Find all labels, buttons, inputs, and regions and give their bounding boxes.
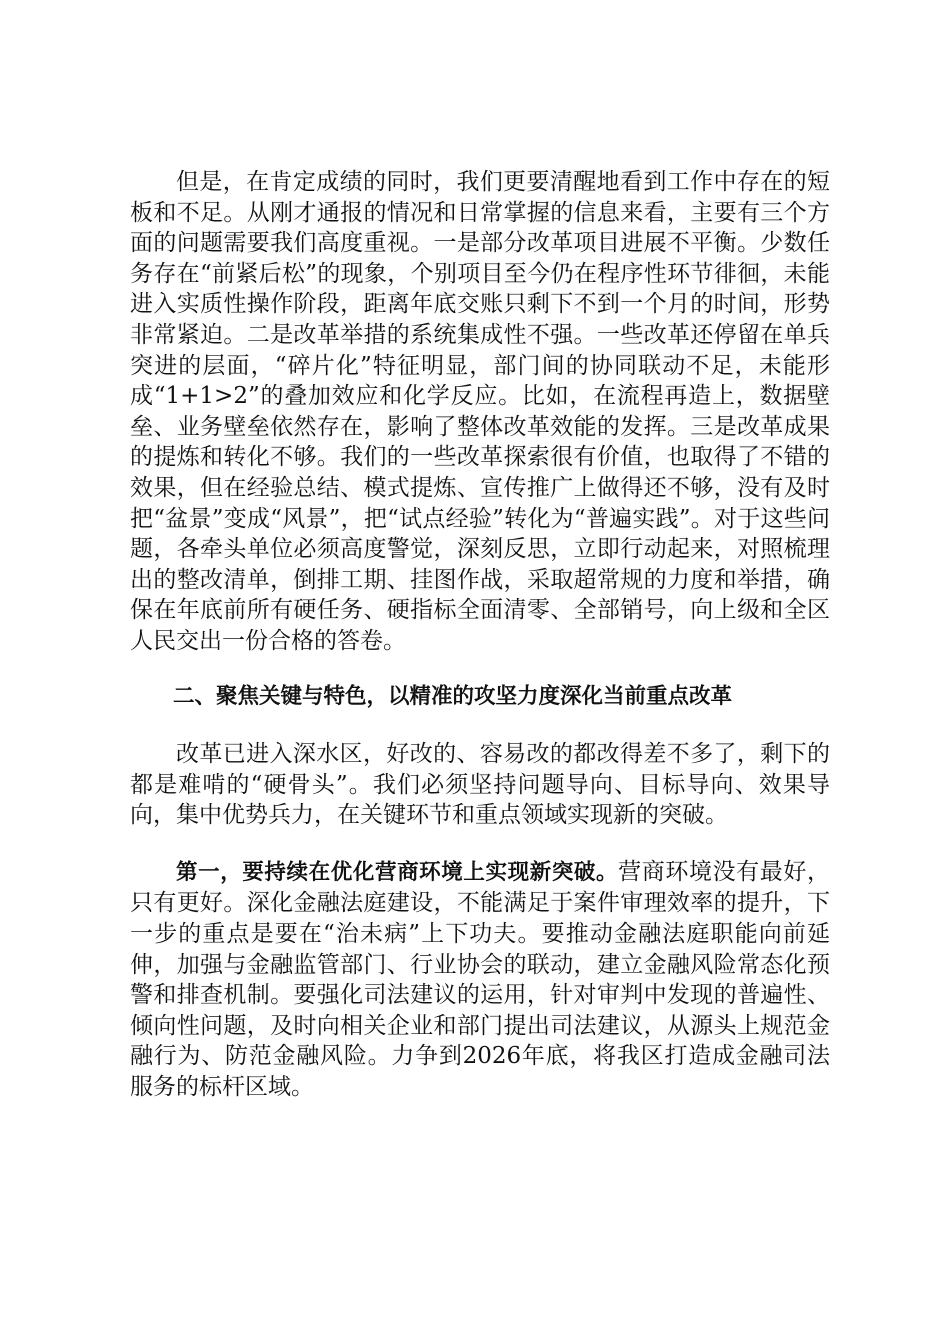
paragraph-business-environment <box>130 857 830 1103</box>
paragraph-body-text: 营商环境没有最好，只有更好。深化金融法庭建设，不能满足于案件审理效率的提升，下一步的重点是要在“治未病”上下功夫。要推动金融法庭职能向前延伸，加强与金融监管部门、行业协会的联动，建立金融风险常态化预警和排查机制。要强化司法建议的运用，针对审判中发现的普遍性、倾向性问题，及时向相关企业和部门提出司法建议，从源头上规范金融行为、防范金融风险。力争到2026年底，将我区打造成金融司法服务的标杆区域。 <box>130 858 830 1101</box>
paragraph-lead-sentence: 第一，要持续在优化营商环境上实现新突破。 <box>176 859 619 885</box>
paragraph-shortcomings: 但是，在肯定成绩的同时，我们更要清醒地看到工作中存在的短板和不足。从刚才通报的情况和日常掌握的信息来看，主要有三个方面的问题需要我们高度重视。一是部分改革项目进展不平衡。少数任务存在“前紧后松”的现象，个别项目至今仍在程序性环节徘徊，未能进入实质性操作阶段，距离年底交账只剩下不到一个月的时间，形势非常紧迫。二是改革举措的系统集成性不强。一些改革还停留在单兵突进的层面，“碎片化”特征明显，部门间的协同联动不足，未能形成“1+1>2”的叠加效应和化学反应。比如，在流程再造上，数据壁垒、业务壁垒依然存在，影响了整体改革效能的发挥。三是改革成果的提炼和转化不够。我们的一些改革探索很有价值，也取得了不错的效果，但在经验总结、模式提炼、宣传推广上做得还不够，没有及时把“盆景”变成“风景”，把“试点经验”转化为“普遍实践”。对于这些问题，各牵头单位必须高度警觉，深刻反思，立即行动起来，对照梳理出的整改清单，倒排工期、挂图作战，采取超常规的力度和举措，确保在年底前所有硬任务、硬指标全面清零、全部销号，向上级和全区人民交出一份合格的答卷。 <box>130 169 830 654</box>
document-page <box>130 167 830 1103</box>
section-heading-2: 二、聚焦关键与特色，以精准的攻坚力度深化当前重点改革 <box>173 683 733 709</box>
paragraph-deep-water: 改革已进入深水区，好改的、容易改的都改得差不多了，剩下的都是难啃的“硬骨头”。我们必须坚持问题导向、目标导向、效果导向，集中优势兵力，在关键环节和重点领域实现新的突破。 <box>130 741 830 829</box>
